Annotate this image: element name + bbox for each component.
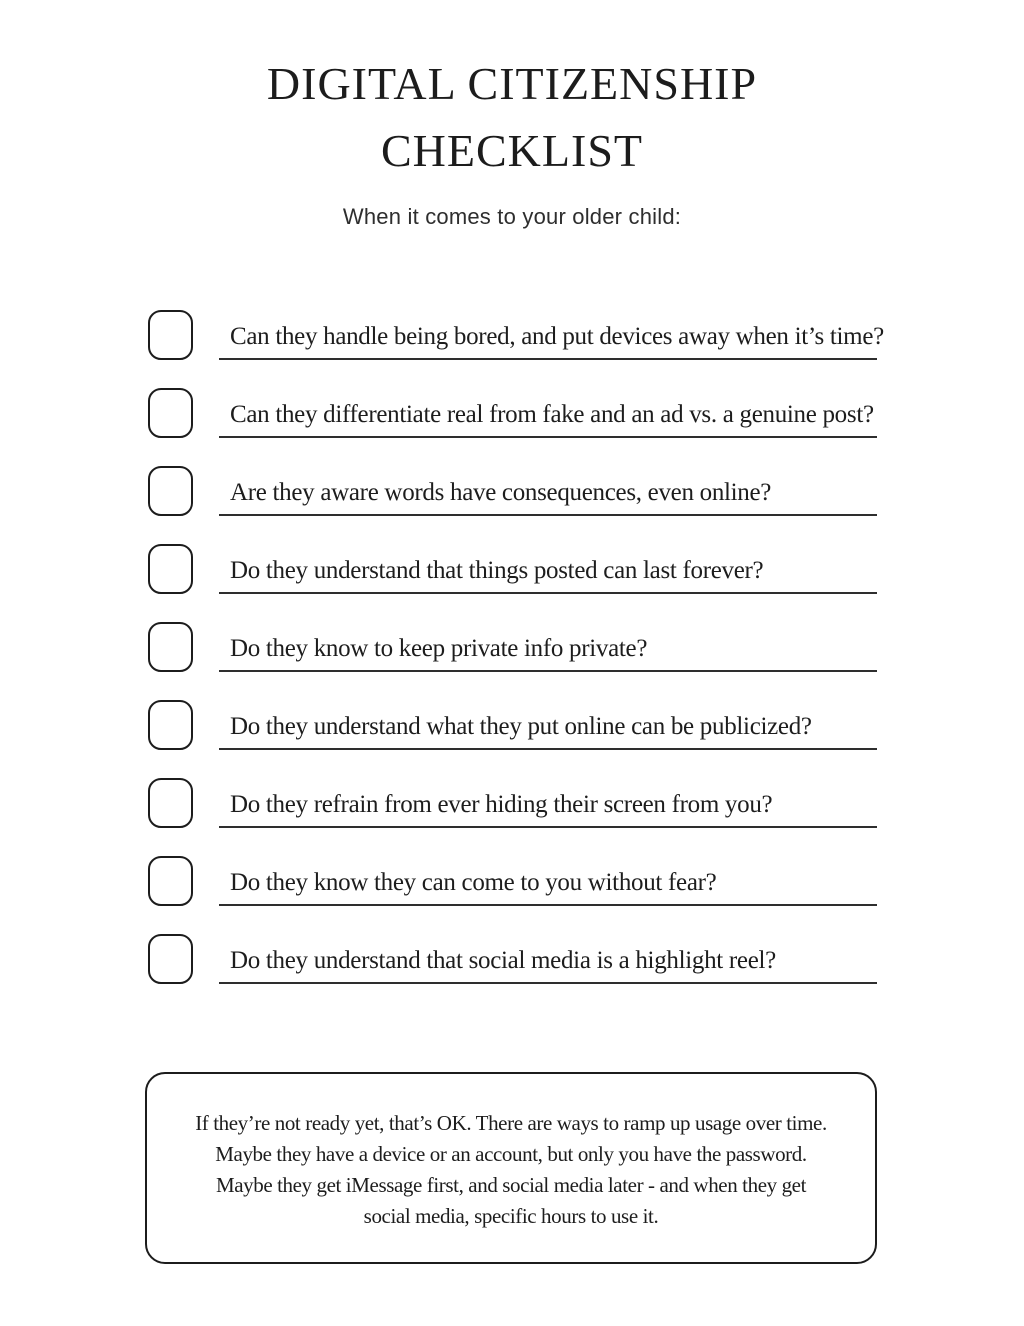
- checkbox[interactable]: [148, 544, 193, 594]
- question-label: Do they refrain from ever hiding their screen from you?: [230, 791, 773, 818]
- checklist-row: [148, 388, 1024, 438]
- question-label: Are they aware words have consequences, even online?: [230, 479, 772, 506]
- checkbox[interactable]: [148, 622, 193, 672]
- checkbox[interactable]: [148, 310, 193, 360]
- question-label: Do they understand that social media is a highlight reel?: [230, 947, 776, 974]
- question-underline: [219, 869, 877, 906]
- advice-note-box: [145, 1072, 877, 1264]
- question-label: Do they understand what they put online can be publicized?: [230, 713, 812, 740]
- checkbox[interactable]: [148, 388, 193, 438]
- checkbox[interactable]: [148, 466, 193, 516]
- question-label: Do they know to keep private info private?: [230, 635, 648, 662]
- question-underline: [219, 479, 877, 516]
- question-label: Can they handle being bored, and put devices away when it’s time?: [230, 323, 884, 350]
- checklist-row: [148, 856, 1024, 906]
- checklist-row: [148, 544, 1024, 594]
- page-subtitle: When it comes to your older child:: [342, 204, 682, 229]
- note-line: Maybe they get iMessage first, and social media later - and when they get: [215, 1173, 807, 1197]
- question-underline: [219, 557, 877, 594]
- note-line: If they’re not ready yet, that’s OK. There are ways to ramp up usage over time.: [195, 1111, 827, 1135]
- question-label: Do they know they can come to you without fear?: [230, 869, 717, 896]
- checklist-row: [148, 310, 1024, 360]
- checklist: [148, 310, 1024, 984]
- question-underline: [219, 947, 877, 984]
- question-underline: [219, 791, 877, 828]
- question-label: Do they understand that things posted can last forever?: [230, 557, 764, 584]
- question-underline: [219, 401, 877, 438]
- checklist-row: [148, 778, 1024, 828]
- checkbox[interactable]: [148, 700, 193, 750]
- question-label: Can they differentiate real from fake and an ad vs. a genuine post?: [230, 401, 874, 428]
- checklist-row: [148, 622, 1024, 672]
- checklist-row: [148, 934, 1024, 984]
- question-underline: [219, 635, 877, 672]
- checkbox[interactable]: [148, 778, 193, 828]
- checkbox[interactable]: [148, 856, 193, 906]
- checklist-row: [148, 700, 1024, 750]
- question-underline: [219, 713, 877, 750]
- checkbox[interactable]: [148, 934, 193, 984]
- note-line: Maybe they have a device or an account, but only you have the password.: [215, 1142, 807, 1166]
- checklist-row: [148, 466, 1024, 516]
- question-underline: [219, 323, 884, 360]
- note-line: social media, specific hours to use it.: [363, 1204, 659, 1228]
- page-title: DIGITAL CITIZENSHIP CHECKLIST: [266, 58, 758, 176]
